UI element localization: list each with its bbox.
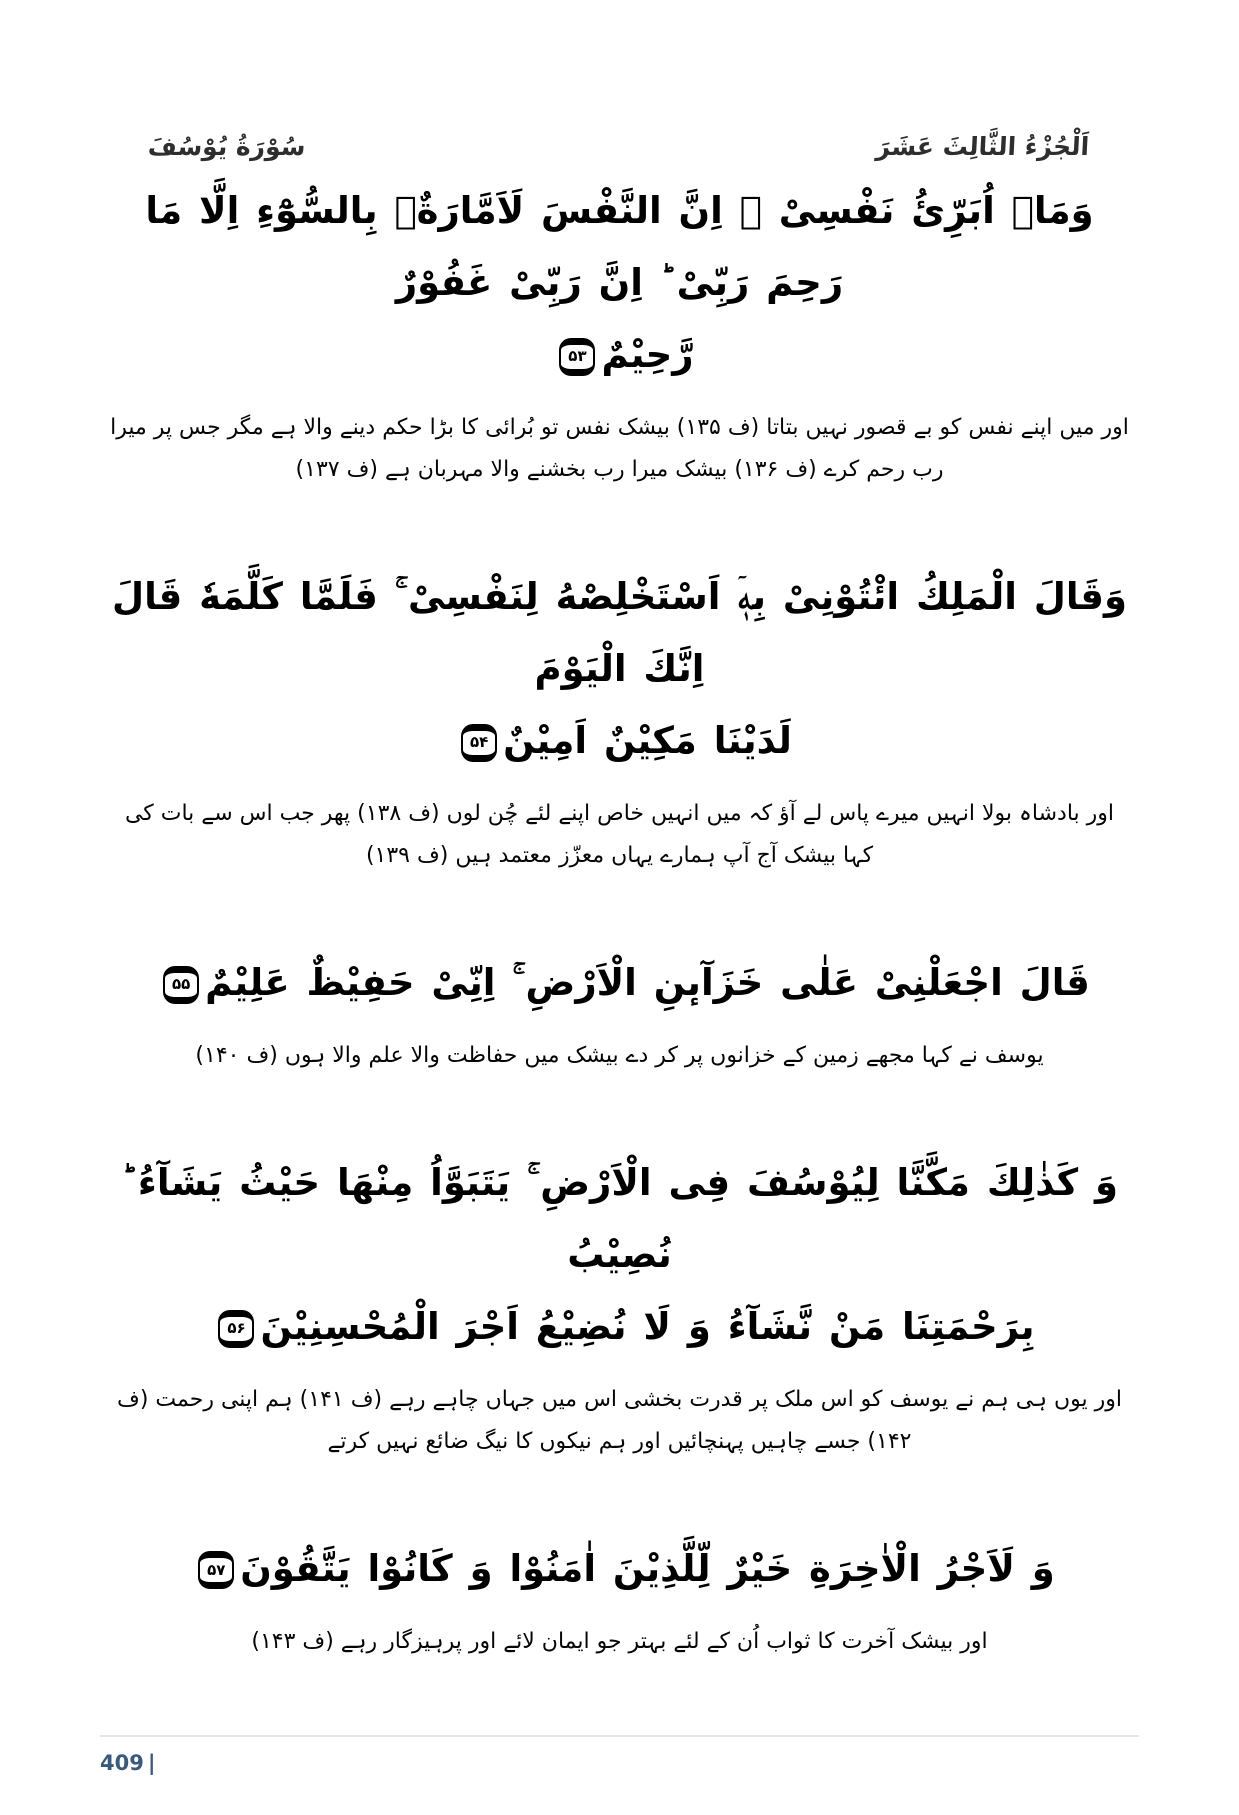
arabic-verse-line: وَمَاۤ اُبَرِّئُ نَفْسِیْ ۚ اِنَّ النَّفْسَ لَاَمَّارَةٌۢ بِالسُّوْٓءِ اِلَّا مَا رَحِمَ رَبِّیْ ؕ اِنَّ رَبِّیْ غَفُوْرٌ xyxy=(145,189,1094,305)
arabic-verse-line: وَقَالَ الْمَلِكُ ائْتُوْنِیْ بِهٖۤ اَسْتَخْلِصْهُ لِنَفْسِیْ ۚ فَلَمَّا كَلَّمَهٗ قَالَ اِنَّكَ الْیَوْمَ xyxy=(111,575,1128,691)
verse-57-block xyxy=(100,1533,1139,1663)
arabic-verse-line xyxy=(100,705,1139,777)
arabic-verse-line xyxy=(100,947,1139,1019)
juz-title-calligraphy: اَلْجُزْءُ الثَّالِثَ عَشَرَ xyxy=(875,132,1090,161)
arabic-verse-line xyxy=(100,1291,1139,1363)
surah-title-calligraphy: سُوْرَةُ يُوْسُفَ xyxy=(147,132,307,161)
urdu-translation: اور بیشک آخرت کا ثواب اُن کے لئے بہتر جو ایمان لائے اور پرہیزگار رہے (ف ۱۴۳) xyxy=(251,1629,988,1655)
arabic-verse-text: وَ لَاَجْرُ الْاٰخِرَةِ خَیْرٌ لِّلَّذِیْنَ اٰمَنُوْا وَ كَانُوْا یَتَّقُوْنَ xyxy=(240,1546,1055,1590)
arabic-verse-text: لَدَیْنَا مَكِیْنٌ اَمِیْنٌ xyxy=(503,719,792,763)
arabic-verse-line xyxy=(100,1533,1139,1605)
verse-number-marker: ۵۶ xyxy=(218,1310,254,1348)
arabic-verse-line: وَ كَذٰلِكَ مَكَّنَّا لِیُوْسُفَ فِی الْاَرْضِ ۚ یَتَبَوَّاُ مِنْهَا حَیْثُ یَشَآءُ ؕ نُصِیْبُ xyxy=(121,1160,1118,1277)
verse-number-marker: ۵۷ xyxy=(198,1551,234,1589)
urdu-translation: اور یوں ہی ہم نے یوسف کو اس ملک پر قدرت بخشی اس میں جہاں چاہے رہے (ف ۱۴۱) ہم اپنی رحمت (ف ۱۴۲) جسے چاہیں پہنچائیں اور ہم نیکوں کا نیگ ضائع نہیں کرتے xyxy=(117,1387,1122,1455)
page-header xyxy=(100,132,1139,161)
arabic-verse-text: بِرَحْمَتِنَا مَنْ نَّشَآءُ وَ لَا نُضِیْعُ اَجْرَ الْمُحْسِنِیْنَ xyxy=(260,1305,1035,1349)
page-number-divider: | xyxy=(147,1750,156,1775)
verse-number-marker: ۵۵ xyxy=(163,966,199,1004)
verse-number-marker: ۵۳ xyxy=(559,338,595,376)
verse-53-block xyxy=(100,175,1139,491)
verse-54-block xyxy=(100,561,1139,877)
verse-56-block xyxy=(100,1147,1139,1463)
footer-divider-line xyxy=(100,1735,1139,1737)
page-number-value: 409 xyxy=(100,1750,144,1775)
arabic-verse-text: قَالَ اجْعَلْنِیْ عَلٰی خَزَآىٕنِ الْاَرْضِ ۚ اِنِّیْ حَفِیْظٌ عَلِیْمٌ xyxy=(205,961,1090,1005)
urdu-translation: اور بادشاہ بولا انہیں میرے پاس لے آؤ کہ میں انہیں خاص اپنے لئے چُن لوں (ف ۱۳۸) پھر جب اس سے بات کی کہا بیشک آج آپ ہمارے یہاں معزّز معتمد ہیں (ف ۱۳۹) xyxy=(124,801,1115,869)
page-number xyxy=(100,1751,1139,1775)
urdu-translation: اور میں اپنے نفس کو بے قصور نہیں بتاتا (ف ۱۳۵) بیشک نفس تو بُرائی کا بڑا حکم دینے والا ہے مگر جس پر میرا رب رحم کرے (ف ۱۳۶) بیشک میرا رب بخشنے والا مہربان ہے (ف ۱۳۷) xyxy=(110,415,1129,483)
arabic-verse-text: رَّحِیْمٌ xyxy=(601,333,694,377)
arabic-verse-line xyxy=(100,319,1139,391)
verse-number-marker: ۵۴ xyxy=(461,724,497,762)
page-footer xyxy=(100,1735,1139,1775)
verse-55-block xyxy=(100,947,1139,1077)
urdu-translation: یوسف نے کہا مجھے زمین کے خزانوں پر کر دے بیشک میں حفاظت والا علم والا ہوں (ف ۱۴۰) xyxy=(195,1043,1044,1069)
